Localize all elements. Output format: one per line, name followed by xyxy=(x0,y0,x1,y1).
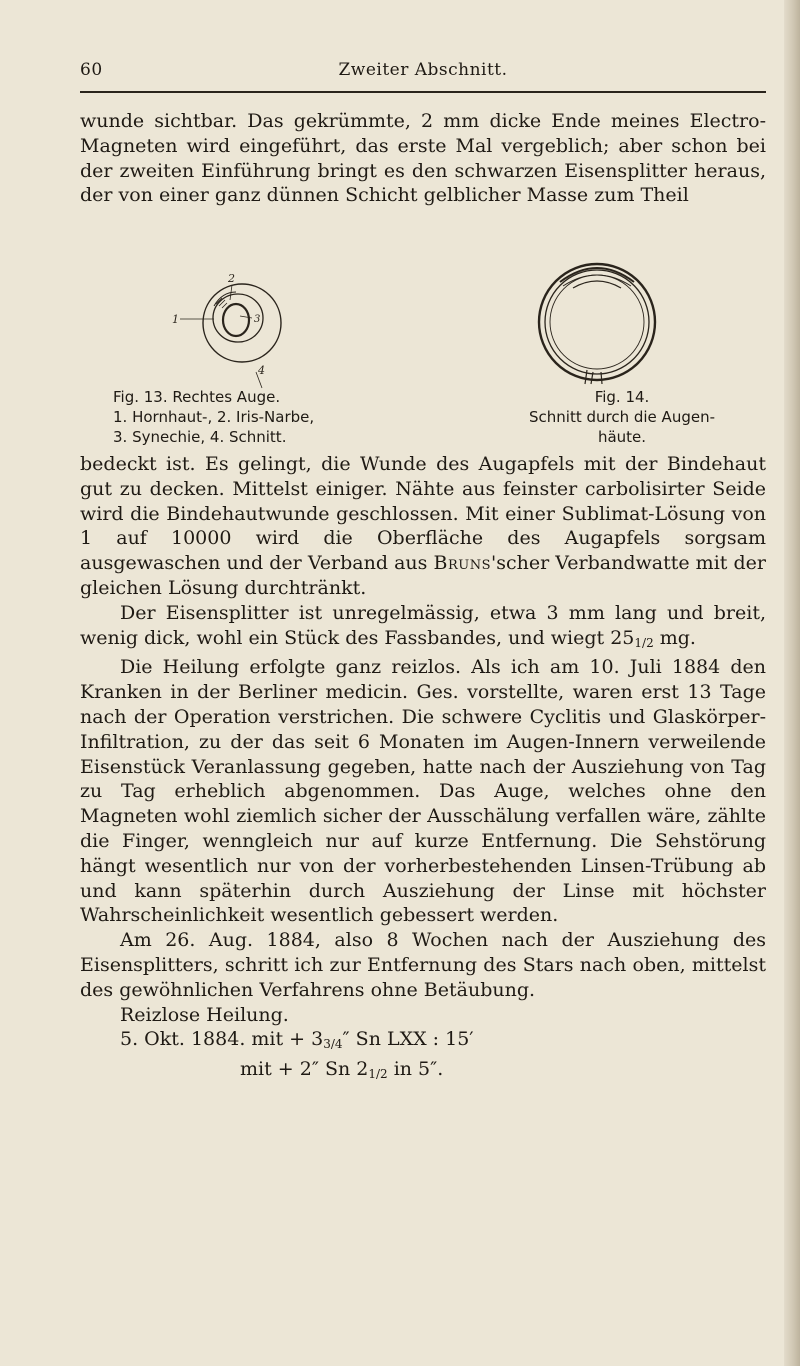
eye-section-illustration xyxy=(505,262,690,387)
name-bruns: Bruns xyxy=(433,552,492,575)
fraction-three-quarters: 3/4 xyxy=(323,1037,343,1052)
fraction-half: 1/2 xyxy=(634,635,654,650)
paragraph-splinter: Der Eisensplitter ist unregelmässig, etwa 3 mm lang und breit, wenig dick, wohl ein Stück des Fassbandes, und wiegt $25_{1/2}$ mg. xyxy=(80,601,766,650)
fig14-caption-line-3: häute. xyxy=(597,428,647,446)
paragraph-wound-closure: bedeckt ist. Es gelingt, die Wunde des Augapfels mit der Bindehaut gut zu decken. Mittelst einiger. Nähte aus feinster carbolisirter Seide wird die Bindehautwunde geschlossen. Mit einer Sublimat-Lösung von 1 auf 10000 wird die Oberfläche des Augapfels sorgsam ausgewaschen und der Verband aus Bruns'scher Verbandwatte mit der gleichen Lösung durchtränkt. xyxy=(80,453,766,599)
paragraph-healing: Die Heilung erfolgte ganz reizlos. Als ich am 10. Juli 1884 den Kranken in der Berliner medicin. Ges. vorstellte, waren erst 13 Tage nach der Operation verstrichen. Die schwere Cyclitis und Glaskörper-Infiltration, zu der das seit 6 Monaten im Augen-Innern verweilende Eisenstück Veranlassung gegeben, hatte nach der Ausziehung von Tag zu Tag erheblich abgenommen. Das Auge, welches ohne den Magneten wohl ziemlich sicher der Ausschälung verfallen wäre, zählte die Finger, wenngleich nur auf kurze Entfernung. Die Sehstörung hängt wesentlich nur von der vorherbestehenden Linsen-Trübung ab und kann späterhin durch Ausziehung der Linse mit höchster Wahrscheinlichkeit wesentlich gebessert werden. xyxy=(80,656,766,927)
fig14-caption-line-2: Schnitt durch die Augen- xyxy=(529,408,715,426)
visual-acuity-line-2: mit + 2″ Sn $2_{1/2}$ in 5″. xyxy=(240,1058,444,1082)
running-title: Zweiter Abschnitt. xyxy=(338,60,508,80)
fig13-caption-line-3: 3. Synechie, 4. Schnitt. xyxy=(113,428,287,446)
fraction-half-2: 1/2 xyxy=(368,1067,388,1082)
body-text xyxy=(80,452,766,1087)
fig13-label-1: 1 xyxy=(172,313,179,326)
paragraph-intro: wunde sichtbar. Das gekrümmte, 2 mm dicke Ende meines Electro-Magneten wird eingeführt, das erste Mal vergeblich; aber schon bei der zweiten Einführung bringt es den schwarzen Eisensplitter heraus, der von einer ganz dünnen Schicht gelblicher Masse zum Theil xyxy=(80,110,766,207)
figure-14-eye-section xyxy=(505,262,690,387)
page-number: 60 xyxy=(80,60,103,80)
header-rule xyxy=(80,91,766,93)
running-header xyxy=(80,60,766,86)
figure-13-caption xyxy=(113,387,383,447)
visual-acuity-line-1: 5. Okt. 1884. mit + $3_{3/4}''$ Sn LXX : 15′ xyxy=(120,1028,474,1052)
figure-14-caption xyxy=(497,387,747,447)
fig13-caption-title: Fig. 13. Rechtes Auge. xyxy=(113,388,281,406)
fig13-label-4: 4 xyxy=(258,364,265,377)
fig13-label-2: 2 xyxy=(228,272,235,285)
fig14-caption-title: Fig. 14. xyxy=(594,388,650,406)
paragraph-reizlose: Reizlose Heilung. xyxy=(120,1003,289,1026)
fig13-caption-line-2: 1. Hornhaut-, 2. Iris-Narbe, xyxy=(113,408,315,426)
paragraph-cataract: Am 26. Aug. 1884, also 8 Wochen nach der Ausziehung des Eisensplitters, schritt ich zur Entfernung des Stars nach oben, mittelst des gewöhnlichen Verfahrens ohne Betäubung. xyxy=(80,929,766,1001)
fig13-label-3: 3 xyxy=(254,314,261,325)
page-edge xyxy=(784,0,800,1366)
eye-front-illustration xyxy=(170,268,330,393)
figure-13-right-eye xyxy=(170,268,330,393)
